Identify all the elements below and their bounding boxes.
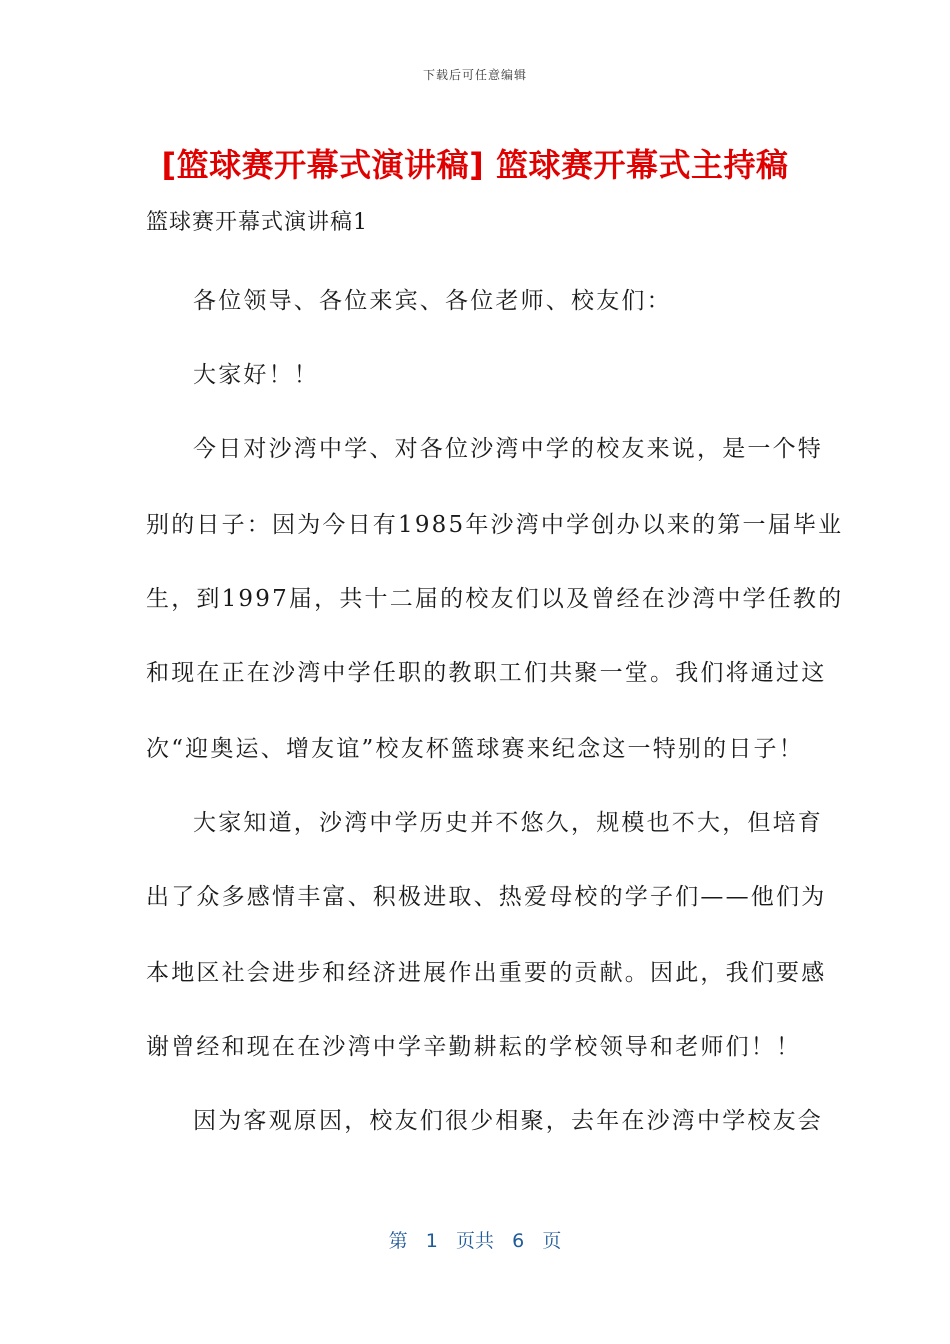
paragraph-line: 大家好！！ <box>193 362 319 388</box>
page-footer <box>0 1226 950 1253</box>
header-note: 下载后可任意编辑 <box>422 68 527 82</box>
page-number: 1 <box>425 1230 438 1252</box>
document-title: [篮球赛开幕式演讲稿] 篮球赛开幕式主持稿 <box>161 146 789 184</box>
page-prefix: 第 <box>388 1230 408 1252</box>
total-pages: 6 <box>512 1230 525 1252</box>
paragraph-line: 谢曾经和现在在沙湾中学辛勤耕耘的学校领导和老师们！！ <box>146 1034 802 1060</box>
paragraph-line: 生，到1997届，共十二届的校友们以及曾经在沙湾中学任教的 <box>146 586 844 612</box>
paragraph-line: 各位领导、各位来宾、各位老师、校友们： <box>193 288 672 314</box>
paragraph-line: 别的日子：因为今日有1985年沙湾中学创办以来的第一届毕业 <box>146 512 844 538</box>
page-suffix: 页 <box>542 1230 562 1252</box>
paragraph-line: 因为客观原因，校友们很少相聚，去年在沙湾中学校友会 <box>193 1108 823 1134</box>
paragraph-line: 本地区社会进步和经济进展作出重要的贡献。因此，我们要感 <box>146 960 827 986</box>
section-subtitle: 篮球赛开幕式演讲稿1 <box>146 210 368 235</box>
paragraph-line: 今日对沙湾中学、对各位沙湾中学的校友来说，是一个特 <box>193 436 823 462</box>
paragraph-line: 次“迎奥运、增友谊”校友杯篮球赛来纪念这一特别的日子！ <box>146 736 804 762</box>
page-middle: 页共 <box>455 1230 494 1252</box>
paragraph-line: 大家知道，沙湾中学历史并不悠久，规模也不大，但培育 <box>193 810 823 836</box>
paragraph-line: 和现在正在沙湾中学任职的教职工们共聚一堂。我们将通过这 <box>146 660 827 686</box>
paragraph-line: 出了众多感情丰富、积极进取、热爱母校的学子们——他们为 <box>146 884 827 910</box>
